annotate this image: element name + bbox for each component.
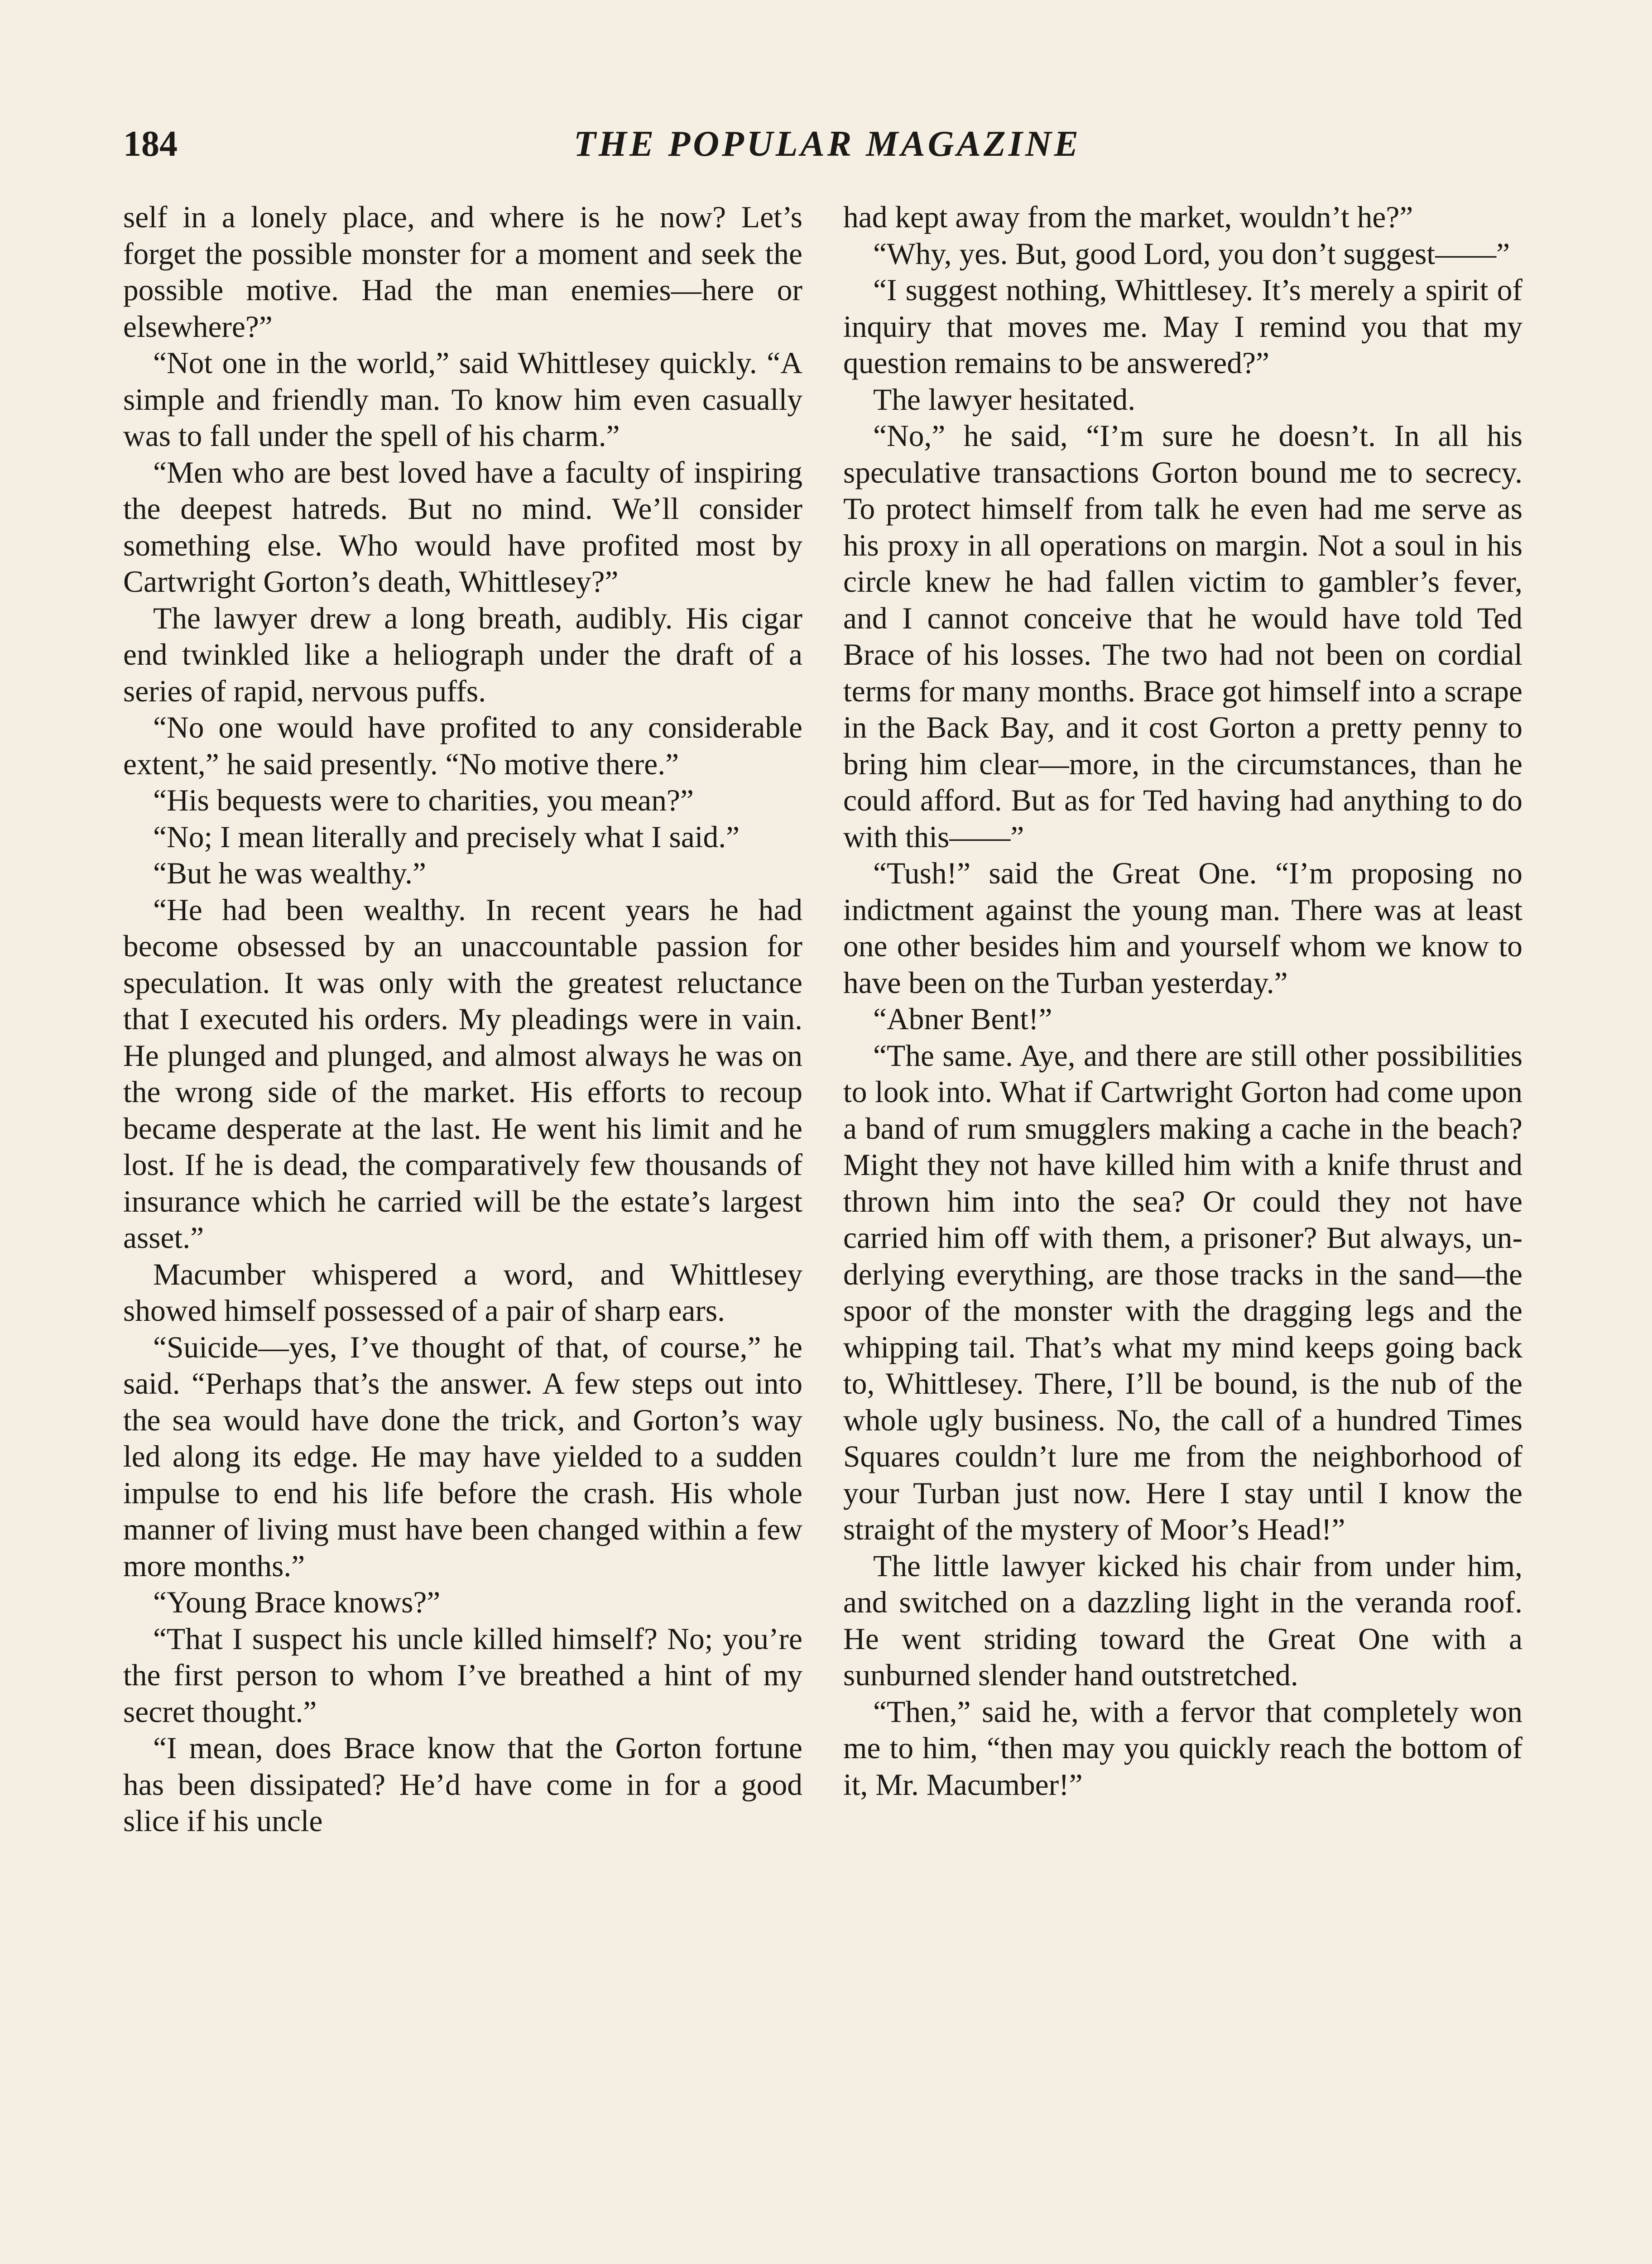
page-header <box>123 121 1532 171</box>
paragraph: “His bequests were to charities, you mean?” <box>153 783 694 817</box>
paragraph: “Not one in the world,” said Whittlesey quickly. “A simple and friendly man. To know him even casually was to fall under the spell of his charm.” <box>123 346 802 453</box>
paragraph: “Why, yes. But, good Lord, you don’t suggest——” <box>873 236 1510 271</box>
page-number: 184 <box>123 124 178 164</box>
paragraph: Macumber whispered a word, and Whittlesey showed himself possessed of a pair of sharp ears. <box>123 1257 802 1328</box>
paragraph: “That I suspect his uncle killed himself? No; you’re the first person to whom I’ve breathed a hint of my secret thought.” <box>123 1621 802 1729</box>
paragraph: “No; I mean literally and precisely what I said.” <box>153 820 740 854</box>
paragraph: “Then,” said he, with a fervor that completely won me to him, “then may you quickly reach the bottom of it, Mr. Macumber!” <box>843 1694 1522 1802</box>
paragraph: “I mean, does Brace know that the Gorton fortune has been dissipated? He’d have come in for a good slice if his uncle <box>123 1731 802 1838</box>
left-column <box>123 199 802 1840</box>
paragraph: The little lawyer kicked his chair from under him, and switched on a dazzling light in the veranda roof. He went striding toward the Great One with a sunburned slender hand outstretched. <box>843 1549 1522 1692</box>
paragraph: “Young Brace knows?” <box>153 1585 441 1619</box>
running-head: THE POPULAR MAGAZINE <box>573 124 1081 164</box>
paragraph: had kept away from the market, wouldn’t he?” <box>843 200 1413 234</box>
paragraph: “Abner Bent!” <box>873 1002 1052 1036</box>
paragraph: “I suggest nothing, Whittlesey. It’s merely a spirit of inquiry that moves me. May I remind you that my question remains to be answered?” <box>843 273 1522 380</box>
paragraph: “No one would have profited to any considerable extent,” he said presently. “No motive there.” <box>123 710 802 781</box>
paragraph: “The same. Aye, and there are still other possibilities to look into. What if Cartwright Gorton had come upon a band of rum smugglers making a cache in the beach? Might they not have killed him with a knife thrust and thrown him into the sea? Or could they not have carried him off with them, a prisoner? But always, underlying everything, are those tracks in the sand—the spoor of the monster with the dragging legs and the whipping tail. That’s what my mind keeps going back to, Whittlesey. There, I’ll be bound, is the nub of the whole ugly business. No, the call of a hundred Times Squares couldn’t lure me from the neighborhood of your Turban just now. Here I stay until I know the straight of the mystery of Moor’s Head!” <box>843 1038 1522 1546</box>
paragraph: “Men who are best loved have a faculty of inspiring the deepest hatreds. But no mind. We’ll consider something else. Who would have profited most by Cartwright Gorton’s death, Whittlesey?” <box>123 455 802 599</box>
paragraph: The lawyer hesitated. <box>873 382 1136 417</box>
paragraph: “No,” he said, “I’m sure he doesn’t. In all his speculative transactions Gorton bound me to secrecy. To protect himself from talk he even had me serve as his proxy in all operations on margin. Not a soul in his circle knew he had fallen victim to gambler’s fever, and I cannot conceive that he would have told Ted Brace of his losses. The two had not been on cordial terms for many months. Brace got himself into a scrape in the Back Bay, and it cost Gorton a pretty penny to bring him clear—more, in the circumstances, than he could afford. But as for Ted having had anything to do with this——” <box>843 419 1522 854</box>
right-column <box>843 199 1522 1803</box>
paragraph: “But he was wealthy.” <box>153 856 426 890</box>
paragraph: “Suicide—yes, I’ve thought of that, of course,” he said. “Perhaps that’s the answer. A few steps out into the sea would have done the trick, and Gorton’s way led along its edge. He may have yielded to a sudden impulse to end his life before the crash. His whole manner of living must have been changed within a few more months.” <box>123 1330 802 1583</box>
paragraph: “He had been wealthy. In recent years he had become obsessed by an unaccountable passion for speculation. It was only with the greatest reluctance that I executed his orders. My pleadings were in vain. He plunged and plunged, and almost always he was on the wrong side of the market. His efforts to recoup became desperate at the last. He went his limit and he lost. If he is dead, the comparatively few thousands of insurance which he carried will be the estate’s largest asset.” <box>123 892 802 1255</box>
paragraph: self in a lonely place, and where is he now? Let’s forget the possible monster for a moment and seek the possible motive. Had the man enemies—here or elsewhere?” <box>123 200 802 344</box>
paragraph: “Tush!” said the Great One. “I’m proposing no indictment against the young man. There was at least one other besides him and yourself whom we know to have been on the Turban yesterday.” <box>843 856 1522 1000</box>
paragraph: The lawyer drew a long breath, audibly. His cigar end twinkled like a heliograph under the draft of a series of rapid, nervous puffs. <box>123 601 802 708</box>
